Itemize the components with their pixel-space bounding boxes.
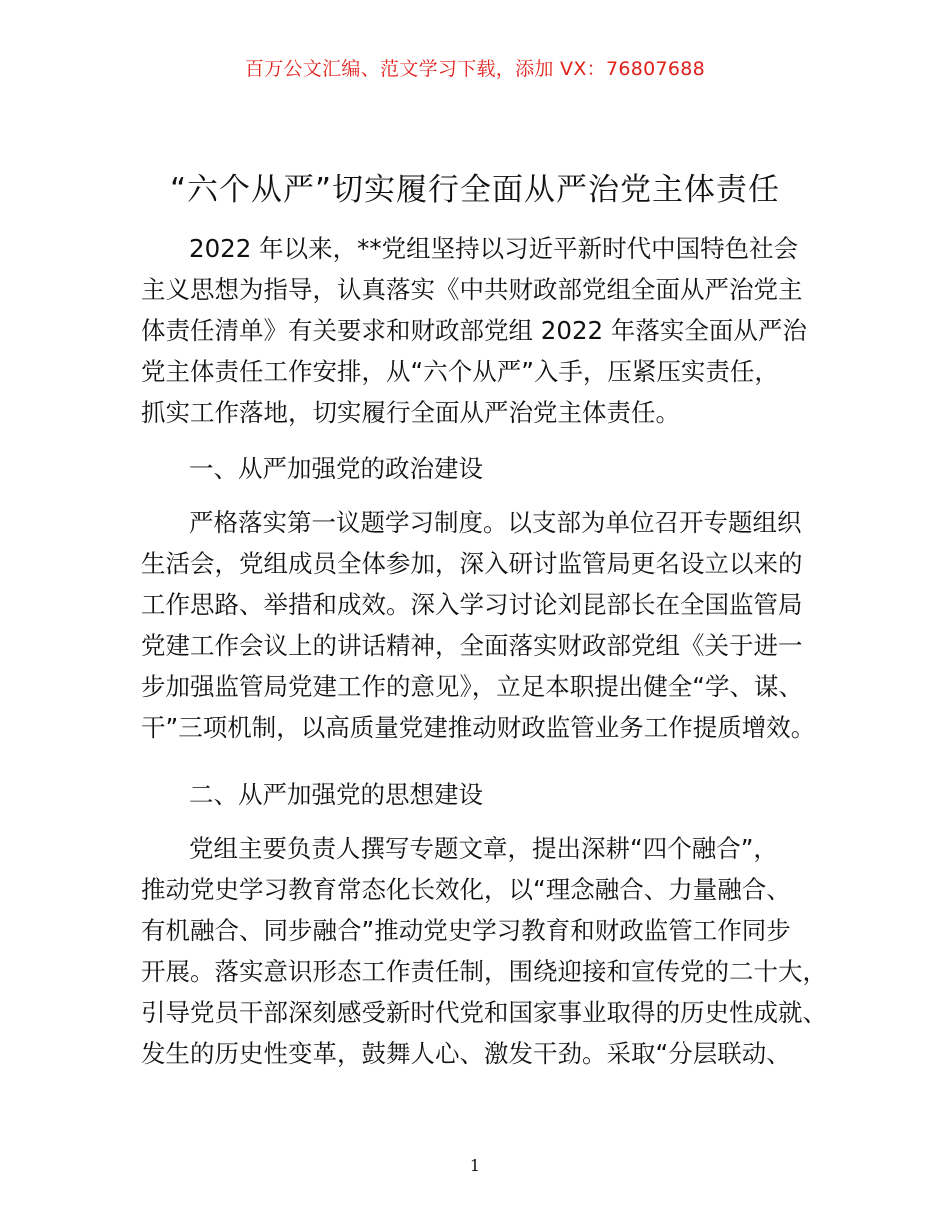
paragraph-line: 党主体责任工作安排，从“六个从严”入手，压紧压实责任， xyxy=(141,357,779,386)
paragraph-line: 工作思路、举措和成效。深入学习讨论刘昆部长在全国监管局 xyxy=(141,590,803,619)
paragraph-line: 抓实工作落地，切实履行全面从严治党主体责任。 xyxy=(141,398,680,427)
paragraph-line: 体责任清单》有关要求和财政部党组 2022 年落实全面从严治 xyxy=(141,316,807,345)
document-title: “六个从严”切实履行全面从严治党主体责任 xyxy=(169,172,781,208)
intro-paragraph xyxy=(141,228,819,433)
paragraph-line: 主义思想为指导，认真落实《中共财政部党组全面从严治党主 xyxy=(141,275,803,304)
page-number: 1 xyxy=(469,1156,481,1175)
paragraph-line: 步加强监管局党建工作的意见》，立足本职提出健全“学、谋、 xyxy=(141,672,803,701)
watermark-banner: 百万公文汇编、范文学习下载，添加 VX：76807688 xyxy=(244,58,706,80)
section-2-paragraph xyxy=(141,828,827,1074)
paragraph-line: 2022 年以来，**党组坚持以习近平新时代中国特色社会 xyxy=(189,234,799,263)
paragraph-line: 引导党员干部深刻感受新时代党和国家事业取得的历史性成就、 xyxy=(141,998,827,1027)
paragraph-line: 有机融合、同步融合”推动党史学习教育和财政监管工作同步 xyxy=(141,916,791,945)
paragraph-line: 党组主要负责人撰写专题文章，提出深耕“四个融合”， xyxy=(189,834,778,863)
paragraph-line: 严格落实第一议题学习制度。以支部为单位召开专题组织 xyxy=(189,508,802,537)
paragraph-line: 推动党史学习教育常态化长效化，以“理念融合、力量融合、 xyxy=(141,875,791,904)
section-heading: 一、从严加强党的政治建设 xyxy=(189,454,483,483)
paragraph-line: 开展。落实意识形态工作责任制，围绕迎接和宣传党的二十大， xyxy=(141,957,827,986)
section-heading-2 xyxy=(141,774,819,815)
paragraph-line: 发生的历史性变革，鼓舞人心、激发干劲。采取“分层联动、 xyxy=(141,1039,791,1068)
paragraph-line: 干”三项机制，以高质量党建推动财政监管业务工作提质增效。 xyxy=(141,713,816,742)
paragraph-line: 生活会，党组成员全体参加，深入研讨监管局更名设立以来的 xyxy=(141,549,803,578)
section-heading-1 xyxy=(141,448,819,489)
section-heading: 二、从严加强党的思想建设 xyxy=(189,780,483,809)
section-1-paragraph xyxy=(141,502,819,748)
paragraph-line: 党建工作会议上的讲话精神，全面落实财政部党组《关于进一 xyxy=(141,631,803,660)
